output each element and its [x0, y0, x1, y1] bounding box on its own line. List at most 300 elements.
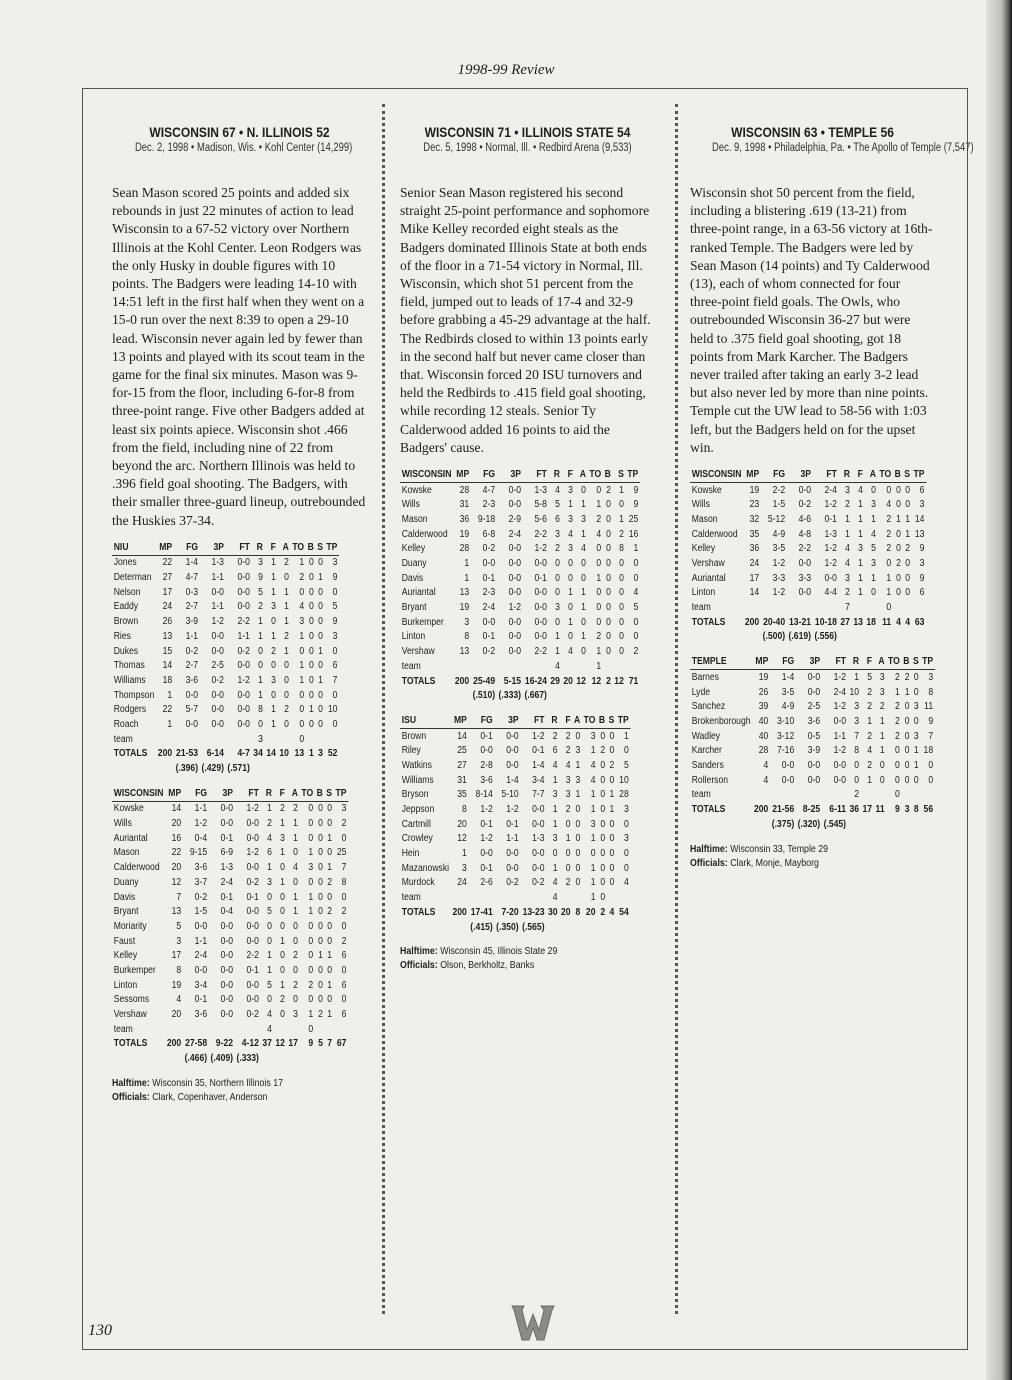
stat-cell: 1 — [858, 513, 863, 525]
stat-cell: 1 — [299, 660, 305, 672]
total-cell: 200 — [157, 748, 173, 760]
stat-cell: 1 — [590, 745, 596, 757]
column-header: S — [316, 540, 325, 555]
stat-cell: 2 — [318, 1009, 323, 1021]
player-row — [690, 497, 926, 512]
stat-cell: 1 — [318, 950, 323, 962]
stat-cell: 0-2 — [482, 543, 496, 555]
stat-cell: 1 — [858, 587, 863, 599]
stat-cell: 1 — [596, 646, 602, 658]
stat-cell: 2-3 — [482, 499, 496, 511]
halftime-label: Halftime: — [112, 1076, 150, 1089]
stat-cell: 0-0 — [508, 484, 522, 496]
stat-cell: 14 — [749, 587, 760, 599]
player-name: Wadley — [691, 730, 721, 742]
column-header: FT — [520, 713, 546, 728]
stat-cell: 0 — [565, 818, 571, 830]
stat-cell: 15 — [162, 645, 173, 657]
total-cell: 34 — [253, 748, 263, 760]
total-cell: 8-25 — [802, 804, 821, 816]
stat-cell: 0 — [619, 616, 624, 628]
player-row — [112, 919, 348, 934]
stat-cell: 0 — [623, 818, 629, 830]
stat-cell: 3 — [623, 833, 629, 845]
stat-cell — [911, 787, 920, 802]
stat-cell: 0 — [905, 484, 911, 496]
player-name: Williams — [401, 774, 434, 786]
stat-cell — [471, 659, 497, 674]
stat-cell: 0 — [341, 920, 347, 932]
player-row — [400, 497, 640, 512]
stat-cell: 0 — [600, 789, 606, 801]
stat-cell: 1 — [271, 704, 276, 716]
stat-cell: 0-0 — [211, 689, 224, 701]
stat-cell: 22 — [171, 847, 182, 859]
stat-cell: 0 — [575, 804, 581, 816]
stat-cell: 4 — [299, 601, 305, 613]
stat-cell: 9 — [928, 715, 934, 727]
player-row — [400, 728, 630, 743]
total-cell: 56 — [923, 804, 934, 816]
stat-cell: 36 — [749, 543, 760, 555]
stat-cell: 3 — [308, 862, 314, 874]
total-cell: 12 — [614, 675, 624, 687]
percentage-cell: (.500) — [762, 631, 786, 643]
stat-cell: 0 — [895, 789, 900, 801]
player-row — [400, 615, 640, 630]
stat-cell: 4 — [845, 558, 850, 570]
stat-cell: 0-0 — [220, 1009, 234, 1021]
stat-cell: 20 — [171, 862, 182, 874]
stat-cell: 5-8 — [534, 499, 547, 511]
stat-cell: 6 — [341, 979, 347, 991]
stat-cell: 1 — [590, 789, 596, 801]
game-title: WISCONSIN 71 • ILLINOIS STATE 54 — [424, 124, 631, 140]
total-cell: 4 — [905, 616, 911, 628]
stat-cell: 0 — [318, 920, 323, 932]
stat-cell: 36 — [459, 513, 470, 525]
stat-cell: 27 — [162, 572, 173, 584]
total-cell: 16-24 — [524, 675, 547, 687]
stat-cell: 1 — [845, 513, 850, 525]
stat-cell: 24 — [457, 877, 467, 889]
column-header: B — [315, 786, 325, 801]
stat-cell: 8-14 — [475, 789, 493, 801]
stat-cell: 1-1 — [194, 935, 208, 947]
stat-cell: 2 — [895, 701, 900, 713]
stat-cell: 0-0 — [220, 920, 234, 932]
player-name: team — [691, 602, 711, 614]
stat-cell: 0 — [309, 645, 314, 657]
stat-cell: 0 — [575, 833, 581, 845]
column-header: A — [278, 540, 291, 555]
player-row — [400, 512, 640, 527]
stat-cell: 14 — [171, 803, 182, 815]
stat-cell: 0-1 — [506, 818, 519, 830]
player-row — [400, 482, 640, 497]
stat-cell: 0 — [575, 848, 581, 860]
column-header: FT — [813, 467, 839, 482]
player-row — [112, 732, 339, 747]
stat-cell: 0-0 — [237, 557, 250, 569]
stat-cell: 2 — [284, 557, 289, 569]
stat-cell — [265, 732, 278, 747]
stat-cell: 22 — [162, 704, 173, 716]
column-header: F — [265, 540, 278, 555]
stat-cell: 0-2 — [798, 499, 812, 511]
stat-cell: 13 — [914, 528, 925, 540]
total-cell: 200 — [744, 616, 760, 628]
player-name: Duany — [401, 558, 427, 570]
stat-cell: 1 — [267, 862, 272, 874]
stat-cell: 3-4 — [532, 774, 545, 786]
stat-cell: 0-0 — [237, 689, 250, 701]
stat-cell: 2 — [867, 730, 873, 742]
player-row — [112, 1022, 348, 1037]
player-name: Sanchez — [691, 701, 726, 713]
column-header: R — [839, 467, 852, 482]
column-header: A — [575, 467, 588, 482]
stat-cell: 0 — [606, 558, 611, 570]
stat-cell: 4 — [886, 499, 892, 511]
stat-cell: 4 — [590, 759, 596, 771]
stat-cell: 0 — [309, 616, 314, 628]
total-cell: 9 — [895, 804, 900, 816]
stat-cell: 0 — [575, 818, 581, 830]
stat-cell: 2-2 — [534, 646, 547, 658]
stat-cell: 0 — [619, 602, 624, 614]
stat-cell: 28 — [619, 789, 629, 801]
totals-row — [112, 1037, 348, 1052]
stat-cell: 0-0 — [246, 906, 259, 918]
stat-cell: 0 — [568, 558, 573, 570]
stat-cell: 0 — [596, 484, 602, 496]
stat-cell: 5 — [633, 602, 639, 614]
stat-cell: 0 — [309, 630, 314, 642]
stat-cell: 2 — [341, 935, 347, 947]
total-cell: 10 — [279, 748, 289, 760]
column-divider-1 — [382, 104, 385, 1314]
stat-cell — [874, 787, 887, 802]
stat-cell: 0 — [886, 484, 892, 496]
stat-cell — [287, 1022, 300, 1037]
stat-cell: 3 — [879, 686, 885, 698]
player-row — [112, 846, 348, 861]
stat-cell: 6 — [919, 484, 925, 496]
stat-cell: 1-2 — [532, 730, 545, 742]
stat-cell: 2 — [565, 877, 571, 889]
stat-cell: 0 — [623, 848, 629, 860]
stat-cell: 0 — [309, 557, 314, 569]
stat-cell: 0-2 — [237, 645, 250, 657]
stat-cell: 8 — [928, 686, 934, 698]
stat-cell: 17 — [162, 586, 173, 598]
stat-cell: 14 — [457, 730, 467, 742]
player-name: Vershaw — [401, 646, 435, 658]
stat-cell: 0 — [318, 862, 323, 874]
stat-cell: 1 — [280, 979, 285, 991]
player-name: Mason — [691, 513, 718, 525]
stat-cell: 3 — [565, 789, 571, 801]
total-cell: TOTALS — [113, 1038, 148, 1050]
percentages-row — [690, 817, 935, 832]
total-cell: 71 — [628, 675, 639, 687]
stat-cell: 4-9 — [781, 701, 795, 713]
total-cell: 21-53 — [176, 748, 199, 760]
stat-cell: 0 — [284, 572, 289, 584]
stat-cell: 3 — [590, 730, 596, 742]
player-row — [400, 541, 640, 556]
player-row — [112, 717, 339, 732]
stat-cell: 8 — [176, 964, 182, 976]
stat-cell: 16 — [171, 832, 182, 844]
percentage-cell: (.320) — [797, 818, 821, 830]
game-notes — [690, 842, 896, 870]
stat-cell: 5 — [258, 586, 263, 598]
total-cell: 13-23 — [522, 906, 545, 918]
stat-cell: 3 — [575, 774, 581, 786]
stat-cell: 1 — [309, 704, 314, 716]
total-cell: 4 — [896, 616, 901, 628]
stat-cell: 1 — [581, 631, 586, 643]
game-column-temple — [690, 124, 974, 870]
player-name: Determan — [113, 572, 152, 584]
player-row — [400, 644, 640, 659]
stat-cell: 13 — [459, 646, 470, 658]
stat-cell: 1 — [905, 528, 911, 540]
player-row — [400, 846, 630, 861]
player-row — [690, 600, 926, 615]
stat-cell: 0 — [913, 671, 919, 683]
player-row — [400, 586, 640, 601]
player-name: Vershaw — [691, 558, 725, 570]
stat-cell: 0 — [267, 920, 272, 932]
stat-cell: 5 — [871, 543, 876, 555]
column-header: TP — [912, 467, 926, 482]
total-cell: 20-40 — [763, 616, 786, 628]
stat-cell: 5 — [555, 499, 560, 511]
stat-cell: 31 — [457, 774, 467, 786]
stat-cell: 0-3 — [185, 586, 199, 598]
stat-cell: 0 — [633, 572, 639, 584]
spacer-cell — [112, 1051, 165, 1066]
player-row — [112, 875, 348, 890]
stat-cell: 0 — [928, 774, 934, 786]
stat-cell: 0 — [904, 701, 910, 713]
stat-cell: 0 — [606, 616, 611, 628]
stat-cell: 0 — [327, 920, 333, 932]
player-name: Lyde — [691, 686, 711, 698]
player-row — [112, 673, 339, 688]
game-title: WISCONSIN 63 • TEMPLE 56 — [731, 124, 894, 140]
stat-cell: 28 — [459, 543, 470, 555]
column-header: TO — [878, 467, 893, 482]
spacer-cell — [690, 630, 743, 645]
stat-cell: 2 — [905, 543, 911, 555]
stat-cell: 3 — [623, 804, 629, 816]
stat-cell: 0 — [896, 499, 901, 511]
player-row — [690, 699, 935, 714]
stat-cell: 0 — [596, 587, 602, 599]
stat-cell: 0 — [327, 891, 333, 903]
stat-cell: 0 — [904, 759, 910, 771]
stat-cell: 6 — [555, 513, 560, 525]
box-score-table — [690, 654, 935, 831]
stat-cell: 0-4 — [194, 832, 208, 844]
stat-cell: 0 — [600, 877, 606, 889]
stat-cell: 1 — [293, 832, 298, 844]
stat-cell: 0 — [332, 689, 338, 701]
stat-cell: 0-0 — [237, 718, 250, 730]
player-row — [690, 556, 926, 571]
column-header: FG — [174, 540, 200, 555]
stat-cell: 0 — [284, 718, 289, 730]
totals-row — [400, 674, 640, 689]
stat-cell: 40 — [758, 715, 769, 727]
player-name: Nelson — [113, 586, 141, 598]
stat-cell: 0 — [904, 745, 910, 757]
stat-cell: 0 — [600, 833, 606, 845]
stat-cell: 1-1 — [211, 601, 224, 613]
stat-cell: 26 — [162, 616, 173, 628]
stat-cell: 0 — [308, 935, 314, 947]
stat-cell: 9-18 — [477, 513, 496, 525]
column-header: B — [597, 713, 607, 728]
stat-cell: 0 — [913, 686, 919, 698]
stat-cell: 3-6 — [185, 674, 199, 686]
stat-cell: 1 — [464, 572, 470, 584]
stat-cell: 1-4 — [781, 671, 795, 683]
stat-cell: 0-0 — [211, 630, 224, 642]
stat-cell: 0 — [341, 832, 347, 844]
stat-cell: 3 — [871, 558, 876, 570]
total-cell: 9 — [308, 1038, 314, 1050]
player-row — [112, 978, 348, 993]
totals-row — [690, 802, 935, 817]
total-cell: 7 — [327, 1038, 333, 1050]
stat-cell: 2 — [280, 803, 285, 815]
stat-cell: 4-8 — [798, 528, 812, 540]
stat-cell: 0 — [308, 818, 314, 830]
stat-cell: 0 — [600, 848, 606, 860]
stat-cell: 2-7 — [185, 601, 199, 613]
player-name: Roach — [113, 718, 139, 730]
stat-cell: 0-1 — [532, 745, 545, 757]
player-row — [112, 1007, 348, 1022]
stat-cell: 0 — [318, 994, 323, 1006]
stat-cell — [616, 890, 630, 905]
stat-cell: 2 — [904, 671, 910, 683]
stat-cell: 0 — [280, 1009, 285, 1021]
game-notes — [400, 944, 614, 972]
stat-cell: 1 — [858, 558, 863, 570]
stat-cell: 0 — [600, 892, 606, 904]
percentage-cell: (.565) — [522, 921, 545, 933]
stat-cell: 0-0 — [532, 848, 545, 860]
stat-cell: 1 — [267, 964, 272, 976]
stat-cell: 4 — [568, 646, 573, 658]
player-row — [112, 816, 348, 831]
stat-cell: 0-0 — [237, 601, 250, 613]
stat-cell: 10 — [619, 774, 629, 786]
stat-cell: 0-0 — [246, 832, 259, 844]
percentage-cell: (.571) — [227, 763, 250, 775]
stat-cell: 2 — [552, 730, 558, 742]
stat-cell — [183, 1022, 209, 1037]
stat-cell: 1 — [552, 804, 558, 816]
stat-cell: 6-9 — [220, 847, 234, 859]
stat-cell — [752, 787, 770, 802]
stat-cell: 28 — [758, 745, 769, 757]
stat-cell: 0 — [609, 730, 615, 742]
stat-cell: 4 — [552, 877, 558, 889]
stat-cell: 1 — [284, 616, 289, 628]
stat-cell — [822, 787, 848, 802]
stat-cell — [912, 600, 926, 615]
stat-cell: 0 — [327, 994, 333, 1006]
total-cell: 36 — [849, 804, 860, 816]
stat-cell: 25 — [336, 847, 347, 859]
percentages-row — [112, 1051, 348, 1066]
stat-cell: 1 — [299, 674, 305, 686]
stat-cell: 0-0 — [237, 704, 250, 716]
player-name: Rollerson — [691, 774, 729, 786]
total-cell: 200 — [454, 675, 470, 687]
stat-cell: 0 — [896, 484, 901, 496]
total-cell: 63 — [914, 616, 925, 628]
total-cell: 12 — [275, 1038, 285, 1050]
stat-cell: 0-0 — [807, 686, 821, 698]
stat-cell: 9 — [332, 572, 338, 584]
stat-cell — [920, 787, 934, 802]
stat-cell: 0 — [565, 862, 571, 874]
stat-cell: 2 — [341, 818, 347, 830]
player-name: Mason — [113, 847, 140, 859]
stat-cell: 3-9 — [807, 745, 821, 757]
column-header: 3P — [787, 467, 813, 482]
stat-cell: 0 — [318, 832, 323, 844]
stat-cell — [453, 659, 471, 674]
stat-cell: 0-0 — [508, 631, 522, 643]
stat-cell: 1-2 — [480, 833, 493, 845]
total-cell: 20 — [563, 675, 573, 687]
stat-cell: 0 — [341, 994, 347, 1006]
stat-cell: 3 — [565, 774, 571, 786]
stat-cell: 0-0 — [194, 964, 208, 976]
stat-cell: 0 — [280, 964, 285, 976]
stat-cell: 2 — [258, 601, 263, 613]
player-name: Wills — [401, 499, 420, 511]
column-header: A — [874, 654, 887, 669]
stat-cell: 0-0 — [807, 759, 821, 771]
stat-cell: 0-1 — [480, 730, 493, 742]
column-header: MP — [743, 467, 761, 482]
stat-cell: 0 — [606, 543, 611, 555]
stat-cell: 3 — [555, 528, 560, 540]
stat-cell: 0-5 — [807, 730, 821, 742]
stat-cell: 2 — [271, 645, 276, 657]
stat-cell: 0 — [299, 718, 305, 730]
stat-cell: 0 — [318, 557, 323, 569]
player-name: Bryant — [113, 906, 139, 918]
stat-cell: 1-2 — [508, 602, 522, 614]
stat-cell: 0-0 — [532, 818, 545, 830]
stat-cell: 1-2 — [824, 543, 837, 555]
stat-cell: 1-3 — [220, 862, 234, 874]
stat-cell: 0-1 — [534, 572, 547, 584]
column-header: R — [261, 786, 274, 801]
stat-cell — [861, 787, 874, 802]
